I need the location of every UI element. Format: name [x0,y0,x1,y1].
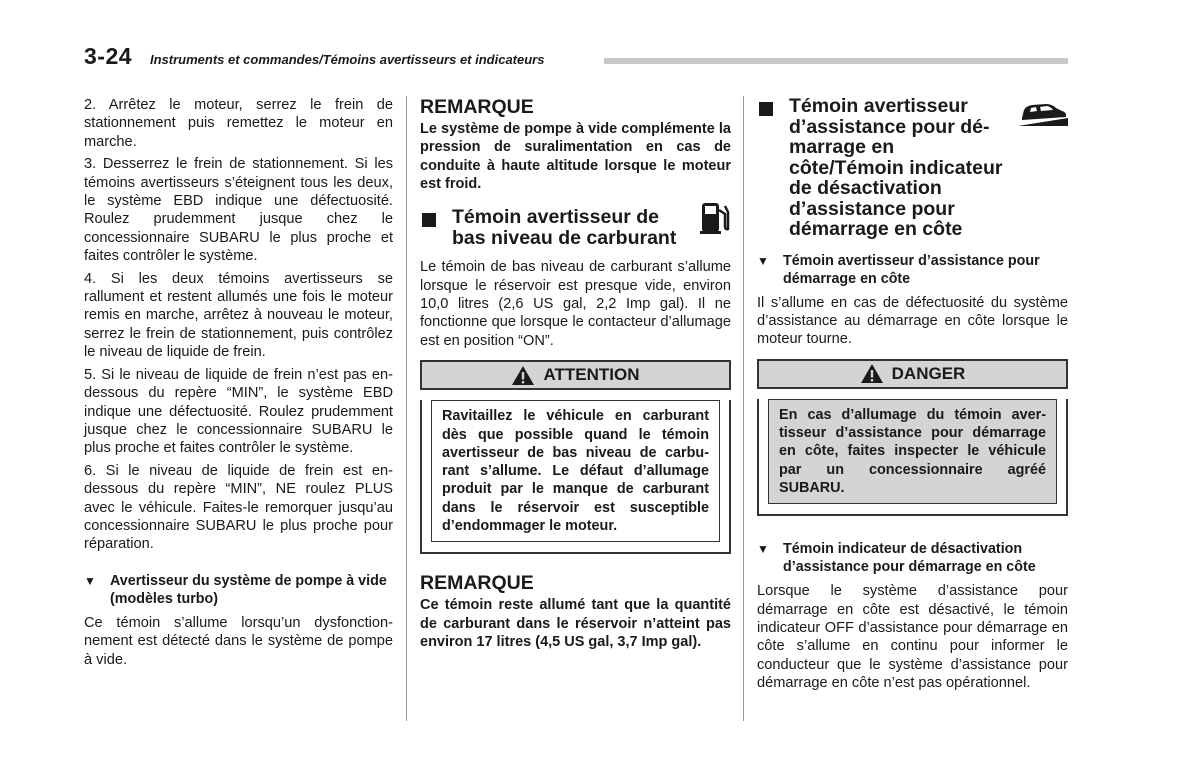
attention-label: ATTENTION [543,365,640,385]
chapter-title: Instruments et commandes/Témoins avertisseurs et indicateurs [150,52,545,67]
attention-header [420,360,731,390]
danger-header [757,359,1068,389]
remarque-1-body: Le système de pompe à vide complémente la pression de suralimentation en cas de conduite à haute altitude lorsque le moteur est froid. [420,121,731,192]
page-header [84,44,1068,68]
step-2: 2. Arrêtez le moteur, serrez le frein de stationnement puis remettez le moteur en marche. [84,97,393,150]
hill-start-assist-icon [1016,100,1070,128]
remarque-1-title: REMARQUE [420,96,534,118]
hill-start-warning-body: Il s’allume en cas de défectuosité du système d’assistance au démarrage en côte lorsque le moteur tourne. [757,294,1068,348]
warning-triangle-icon [511,365,535,386]
page-number: 3-24 [84,43,133,69]
hill-start-section-title: Témoin avertisseur d’assistance pour démarrage en côte/Témoin indicateur de désactivation d’assistance pour démarrage en côte [789,95,1003,240]
column-right [757,96,1068,693]
fuel-section-body: Le témoin de bas niveau de carburant s’allume lorsque le réservoir est presque vide, environ 10,0 litres (2,6 US gal, 2,2 Imp gal). Il ne fonctionne que lorsque le contacteur d’allumage est en position “ON”. [420,259,731,349]
step-3: 3. Desserrez le frein de stationnement. Si les témoins avertisseurs s’éteignent tous les deux, le système EBD indique une défectuosité. Roulez prudemment jusque chez le concessionnaire SUBARU le plus proche et faites contrôler le système. [84,156,393,265]
hill-start-warning-subheading [757,252,1068,288]
step-4: 4. Si les deux témoins avertisseurs se rallument et restent allumés une fois le moteur remis en marche, arrêtez à nouveau le moteur, serrez le frein de stationnement, puis contrôlez le niveau de liquide de frein. [84,270,393,361]
header-rule [604,58,1068,64]
vacuum-pump-body: Ce témoin s’allume lorsqu’un dysfonctionnement est détecté dans le système de pompe à vide. [84,614,393,668]
hill-start-section-heading [757,96,1009,240]
attention-box [420,360,731,554]
step-6: 6. Si le niveau de liquide de frein est endessous du repère “MIN”, NE roulez PLUS avec le véhicule. Faites-le remorquer jusqu’au concessionnaire SUBARU le plus proche pour réparation. [84,462,393,553]
fuel-section-title: Témoin avertisseur de bas niveau de carburant [452,206,677,249]
hill-start-off-subheading-text: Témoin indicateur de désactivation d’assistance pour démarrage en côte [783,541,1036,576]
attention-body: Ravitaillez le véhicule en carburant dès que possible quand le témoin avertisseur de bas niveau de carburant s’allume. Le défaut d’allumage produit par le manque de carburant dans le réservoir est susceptible d’endommager le moteur. [431,400,720,542]
danger-box [757,359,1068,516]
danger-label: DANGER [891,363,966,383]
remarque-2-body: Ce témoin reste allumé tant que la quantité de carburant dans le réservoir n’atteint pas environ 17 litres (4,5 US gal, 3,7 Imp gal). [420,597,731,650]
bullet-triangle-icon: ▼ [757,253,769,268]
fuel-pump-icon [699,200,733,236]
bullet-triangle-icon: ▼ [84,573,96,588]
column-middle [420,96,731,651]
section-square-icon [759,102,773,116]
hill-start-off-subheading [757,540,1068,576]
vacuum-pump-subheading-text: Avertisseur du système de pompe à vide (modèles turbo) [110,572,387,607]
fuel-section-heading [420,207,690,248]
danger-body: En cas d’allumage du témoin avertisseur d’assistance pour démarrage en côte, faites inspecter le véhicule par un concessionnaire agréé SUBARU. [768,399,1057,504]
warning-triangle-icon [860,363,884,384]
vacuum-pump-subheading [84,572,393,608]
bullet-triangle-icon: ▼ [757,542,769,557]
remarque-2-title: REMARQUE [420,572,534,595]
column-divider-2 [743,96,744,721]
danger-frame [757,399,1068,516]
hill-start-off-body: Lorsque le système d’assistance pour démarrage en côte est désactivé, le témoin indicateur OFF d’assistance pour démarrage en côte s’allume en continu pour informer le conducteur que le système d’assistance pour démarrage en côte n’est pas opérationnel. [757,583,1068,692]
column-left [84,96,393,669]
attention-frame [420,400,731,554]
step-5: 5. Si le niveau de liquide de frein n’est pas en-dessous du repère “MIN”, le système EBD indique une défectuosité. Roulez prudemment jusque chez le concessionnaire SUBARU le plus proche et faites contrôler le système. [84,366,393,457]
hill-start-warning-subheading-text: Témoin avertisseur d’assistance pour démarrage en côte [783,252,1040,287]
column-divider-1 [406,96,407,721]
section-square-icon [422,213,436,227]
